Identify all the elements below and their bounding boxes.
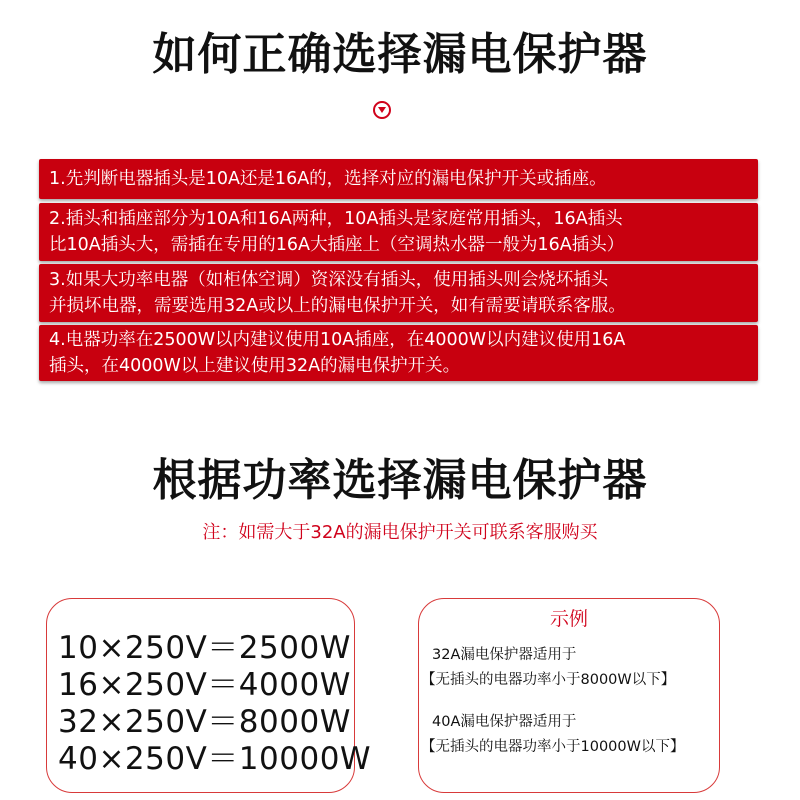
tip-banner-2: [39, 203, 758, 261]
tip-banner-1: [39, 159, 758, 199]
example-1-line-2: 【无插头的电器功率小于8000W以下】: [421, 672, 676, 688]
tip-3-line-1: 3.如果大功率电器（如柜体空调）资深没有插头，使用插头则会烧坏插头: [49, 270, 609, 290]
formula-line: 32×250V＝8000W: [58, 704, 351, 740]
tip-2-line-1: 2.插头和插座部分为10A和16A两种，10A插头是家庭常用插头，16A插头: [49, 209, 623, 229]
tip-4-line-1: 4.电器功率在2500W以内建议使用10A插座，在4000W以内建议使用16A: [49, 330, 626, 350]
tip-2-line-2: 比10A插头大，需插在专用的16A大插座上（空调热水器一般为16A插头）: [49, 235, 625, 255]
formula-line: 40×250V＝10000W: [58, 741, 372, 777]
page-title: 如何正确选择漏电保护器: [152, 29, 648, 80]
tip-banner-3: [39, 264, 758, 322]
chevron-down-icon: [373, 101, 391, 119]
formula-line: 16×250V＝4000W: [58, 667, 351, 703]
section-title: 根据功率选择漏电保护器: [152, 455, 648, 506]
example-1-line-1: 32A漏电保护器适用于: [432, 647, 577, 663]
example-title: 示例: [549, 608, 588, 630]
example-2-line-1: 40A漏电保护器适用于: [432, 714, 577, 730]
tip-3-line-2: 并损坏电器，需要选用32A或以上的漏电保护开关，如有需要请联系客服。: [49, 296, 626, 316]
tip-1-line-1: 1.先判断电器插头是10A还是16A的，选择对应的漏电保护开关或插座。: [49, 169, 607, 189]
formula-line: 10×250V＝2500W: [58, 630, 351, 666]
tip-4-line-2: 插头，在4000W以上建议使用32A的漏电保护开关。: [49, 356, 461, 376]
note-text: 注：如需大于32A的漏电保护开关可联系客服购买: [202, 522, 598, 543]
tip-banner-4: [39, 325, 758, 381]
example-2-line-2: 【无插头的电器功率小于10000W以下】: [421, 739, 685, 755]
